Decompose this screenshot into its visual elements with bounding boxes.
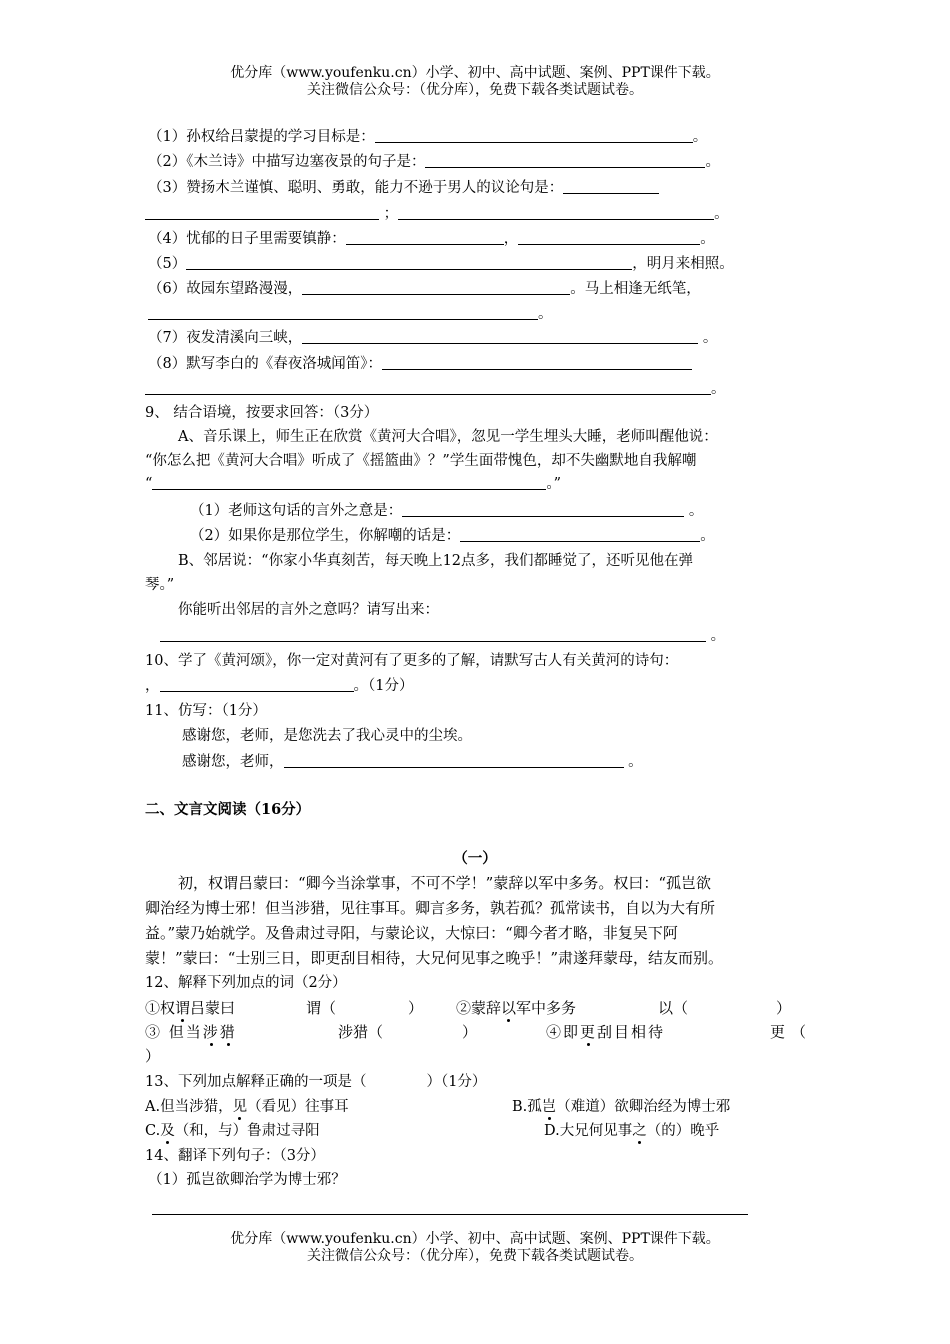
q12-row1: ①权谓吕蒙曰	[145, 999, 236, 1017]
answer-blank[interactable]	[563, 179, 659, 194]
q13-option-a[interactable]: A.但当涉猎，见（看见）往事耳	[145, 1099, 349, 1115]
q14-sentence1: （1）孤岂欲卿治学为博士邪？	[148, 1172, 346, 1188]
q9-a-line2: “你怎么把《黄河大合唱》听成了《摇篮曲》？”学生面带愧色，却不失幽默地自我解嘲	[145, 453, 697, 469]
answer-blank[interactable]	[460, 527, 700, 542]
q12-row2: ③ 但当涉猎	[145, 1023, 237, 1041]
q9-b-line2: 琴。”	[145, 577, 175, 593]
q13-option-d[interactable]: D.大兄何见事之（的）晚乎	[544, 1123, 720, 1139]
q9-b-line3: 你能听出邻居的言外之意吗？请写出来：	[178, 602, 439, 618]
q10-answer: ， 。（1分）	[145, 678, 414, 694]
q14-title: 14、翻译下列句子：（3分）	[145, 1148, 325, 1164]
answer-blank[interactable]	[302, 280, 570, 295]
answer-blank[interactable]	[425, 153, 705, 168]
q9-sub2: （2）如果你是那位学生，你解嘲的话是： 。	[190, 528, 715, 544]
q8-item3: （3）赞扬木兰谨慎、聪明、勇敢，能力不逊于男人的议论句是：	[148, 178, 659, 198]
q12-item2: ②蒙辞以军中多务	[456, 999, 577, 1017]
answer-blank[interactable]	[160, 627, 706, 642]
answer-blank[interactable]	[186, 255, 632, 270]
q12-title: 12、解释下列加点的词（2分）	[145, 975, 347, 991]
answer-blank[interactable]	[160, 677, 354, 692]
footer-divider	[152, 1214, 748, 1215]
q11-example: 感谢您，老师，是您洗去了我心灵中的尘埃。	[182, 728, 472, 744]
answer-blank[interactable]	[302, 329, 698, 344]
answer-blank[interactable]	[375, 128, 693, 143]
q8-item2: （2）《木兰诗》中描写边塞夜景的句子是： 。	[148, 154, 720, 170]
q8-item7: （7）夜发清溪向三峡， 。	[148, 330, 718, 346]
page-header-line2: 关注微信公众号：（优分库），免费下载各类试题试卷。	[307, 82, 643, 98]
q8-item6: （6）故园东望路漫漫， 。马上相逢无纸笔，	[148, 281, 701, 297]
q13-option-b[interactable]: B.孤岂（难道）欲卿治经为博士邪	[512, 1099, 731, 1115]
q8-item1: （1）孙权给吕蒙提的学习目标是： 。	[148, 129, 708, 145]
answer-blank[interactable]	[518, 230, 700, 245]
q13-option-c[interactable]: C.及（和，与）鲁肃过寻阳	[145, 1123, 320, 1139]
answer-blank[interactable]	[382, 355, 692, 370]
q8-item5: （5） ，明月来相照。	[148, 256, 734, 272]
passage-line1: 初，权谓吕蒙曰：“卿今当涂掌事，不可不学！”蒙辞以军中多务。权曰：“孤岂欲	[178, 874, 712, 892]
passage-line3: 益。”蒙乃始就学。及鲁肃过寻阳，与蒙论议，大惊曰：“卿今者才略，非复吴下阿	[145, 924, 678, 942]
q8-item8: （8）默写李白的《春夜洛城闻笛》：	[148, 354, 692, 374]
answer-blank[interactable]	[284, 753, 624, 768]
answer-blank[interactable]	[152, 475, 546, 490]
q9-a-line1: A、音乐课上，师生正在欣赏《黄河大合唱》，忽见一学生埋头大睡，老师叫醒他说：	[178, 429, 718, 445]
q11-title: 11、仿写：（1分）	[145, 703, 267, 719]
q9-sub1: （1）老师这句话的言外之意是： 。	[190, 503, 704, 519]
section2-subtitle: （一）	[453, 850, 497, 867]
page-footer-line2: 关注微信公众号：（优分库），免费下载各类试题试卷。	[307, 1248, 643, 1264]
page-header-line1: 优分库（www.youfenku.cn）小学、初中、高中试题、案例、PPT课件下载。	[230, 65, 720, 81]
answer-blank[interactable]	[145, 205, 379, 220]
q8-item4: （4）忧郁的日子里需要镇静： ， 。	[148, 231, 715, 247]
answer-blank[interactable]	[402, 502, 684, 517]
answer-blank[interactable]	[398, 205, 714, 220]
q9-b-line1: B、邻居说：“你家小华真刻苦，每天晚上12点多，我们都睡觉了，还听见他在弹	[178, 553, 694, 569]
q9-b-answer: 。	[160, 626, 725, 646]
passage-line2: 卿治经为博士邪！但当涉猎，见往事耳。卿言多务，孰若孤？孤常读书，自以为大有所	[145, 899, 716, 917]
answer-blank[interactable]	[148, 305, 538, 320]
q13-title: 13、下列加点解释正确的一项是（ ）（1分）	[145, 1074, 487, 1090]
page-footer-line1: 优分库（www.youfenku.cn）小学、初中、高中试题、案例、PPT课件下载。	[230, 1231, 720, 1247]
q12-row3: ）	[145, 1047, 161, 1065]
passage-line4: 蒙！”蒙曰：“士别三日，即更刮目相待，大兄何见事之晚乎！”肃遂拜蒙母，结友而别。	[145, 949, 724, 967]
q9-title: 9、 结合语境，按要求回答：（3分）	[145, 405, 379, 421]
q9-a-line3: “ 。”	[145, 476, 562, 492]
q10-text: 10、学了《黄河颂》，你一定对黄河有了更多的了解，请默写古人有关黄河的诗句：	[145, 653, 679, 669]
answer-blank[interactable]	[346, 230, 504, 245]
q11-prompt: 感谢您，老师， 。	[182, 754, 643, 770]
q8-item8-cont: 。	[145, 379, 726, 399]
q8-item6-cont: 。	[148, 304, 553, 324]
q12-item4: ④即更刮目相待	[546, 1023, 666, 1041]
q8-item3-cont: ； 。	[145, 204, 729, 224]
section2-title: 二、文言文阅读（16分）	[145, 801, 311, 818]
answer-blank[interactable]	[145, 380, 711, 395]
